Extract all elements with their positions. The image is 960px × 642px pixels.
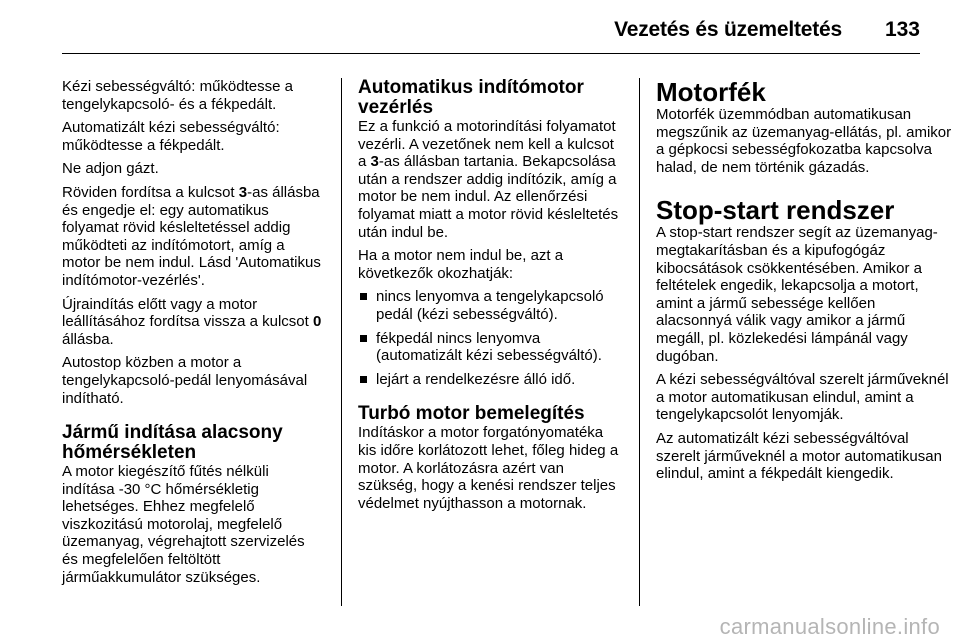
key-position-3: 3	[370, 153, 379, 171]
bullet-square-icon	[360, 335, 367, 342]
watermark: carmanualsonline.info	[719, 614, 940, 639]
paragraph-stop-start: A stop-start rendszer segít az üzemanyag-megtakarításban és a kipufogógáz kibocsátások csökkentésében. Amikor a feltételek engedik, lekapcsolja a motort, amint a jármű sebessége kellően alacsonnyá válik vagy amikor a jármű megáll, pl. közlekedési lámpánál vagy dugóban.	[656, 224, 938, 365]
paragraph-restart: Újraindítás előtt vagy a motor leállításához fordítsa vissza a kulcsot 0 állásba.	[62, 295, 322, 348]
column-1	[62, 78, 324, 618]
heading-auto-starter: Automatikus indítómotor vezérlés	[358, 77, 584, 118]
paragraph-automated-restart: Az automatizált kézi sebességváltóval szerelt járműveknél a motor automatikusan elindul, amint a fékpedált kiengedik.	[656, 429, 942, 483]
bullet-square-icon	[360, 376, 367, 383]
header-divider	[62, 53, 920, 54]
paragraph-manual-restart: A kézi sebességváltóval szerelt járműveknél a motor automatikusan elindul, amint a tengelykapcsolót lenyomják.	[656, 371, 949, 424]
column-divider-2	[639, 78, 640, 606]
paragraph-causes: Ha a motor nem indul be, azt a következők okozhatják:	[358, 247, 564, 282]
list-item: lejárt a rendelkezésre álló idő.	[358, 371, 624, 389]
heading-engine-brake: Motorfék	[656, 77, 766, 107]
key-position-0: 0	[312, 313, 322, 331]
column-3	[656, 78, 952, 618]
paragraph-engine-brake: Motorfék üzemmódban automatikusan megszűnik az üzemanyag-ellátás, pl. amikor a gépkocsi sebességfokozatba kapcsolva halad, de nem történik gázadás.	[656, 106, 952, 176]
heading-stop-start: Stop-start rendszer	[656, 195, 895, 226]
paragraph-auto-starter: Ez a funkció a motorindítási folyamatot vezérli. A vezetőnek nem kell a kulcsot a 3-as állásban tartania. Bekapcsolása után a rendszer addig indítózik, amíg a motor be nem indul. Az ellenőrzési folyamat miatt a motor rövid késleltetés után indul be.	[358, 118, 619, 241]
column-2	[358, 78, 624, 618]
bullet-square-icon	[360, 293, 367, 300]
column-divider-1	[341, 78, 342, 606]
list-item: nincs lenyomva a tengelykapcsoló pedál (kézi sebességváltó).	[358, 288, 624, 323]
key-position-3: 3	[238, 183, 248, 201]
causes-list	[358, 288, 624, 388]
paragraph-turn-key: Röviden fordítsa a kulcsot 3-as állásba és engedje el: egy automatikus folyamat rövid késleltetéssel addig működteti az indítómotort, amíg a motor be nem indul. Lásd 'Automatikus indítómotor-vezérlés'.	[62, 183, 321, 289]
heading-turbo: Turbó motor bemelegítés	[358, 403, 585, 425]
paragraph-turbo: Indításkor a motor forgatónyomatéka kis időre korlátozott lehet, főleg hideg a motor. A korlátozásra azért van szükség, hogy a kenési rendszer teljes védelmet nyújthasson a motornak.	[358, 424, 619, 512]
paragraph-autostop: Autostop közben a motor a tengelykapcsoló-pedál lenyomásával indítható.	[62, 354, 308, 407]
page-number: 133	[884, 18, 920, 41]
paragraph-cold-start: A motor kiegészítő fűtés nélküli indítása -30 °C hőmérsékletig lehetséges. Ehhez megfelelő viszkozitású motorolaj, megfelelő üzemanyag, végrehajtott szervizelés és megfelelően feltöltött járműakkumulátor szükséges.	[62, 463, 305, 586]
paragraph-no-throttle: Ne adjon gázt.	[62, 160, 159, 178]
page-header	[0, 0, 960, 52]
paragraph-manual-gearbox: Kézi sebességváltó: működtesse a tengelykapcsoló- és a fékpedált.	[62, 78, 293, 113]
section-title: Vezetés és üzemeltetés	[614, 18, 842, 41]
list-item: fékpedál nincs lenyomva (automatizált kézi sebességváltó).	[358, 330, 624, 365]
paragraph-automated-gearbox: Automatizált kézi sebességváltó: működtesse a fékpedált.	[62, 119, 280, 154]
heading-cold-start: Jármű indítása alacsony hőmérsékleten	[62, 422, 283, 464]
